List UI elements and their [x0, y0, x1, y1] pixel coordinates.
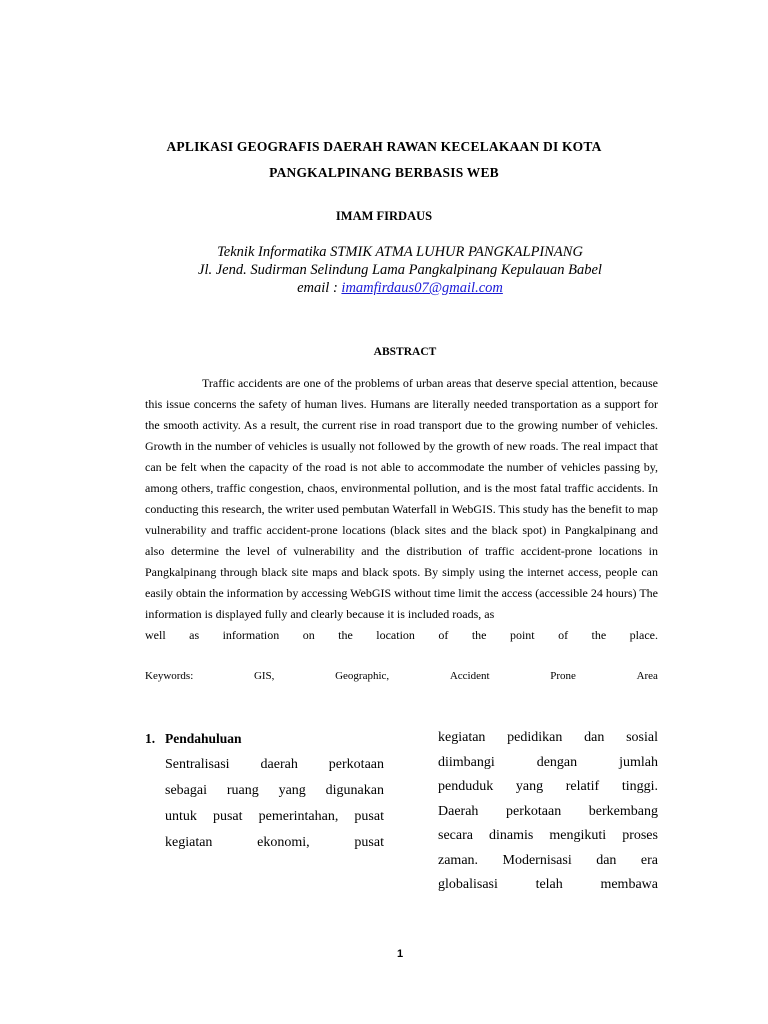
word: globalisasi	[438, 877, 498, 892]
word: Modernisasi	[502, 852, 572, 868]
affiliation-address: Jl. Jend. Sudirman Selindung Lama Pangkalpinang Kepulauan Babel	[198, 262, 602, 278]
word: membawa	[600, 877, 658, 892]
abstract-word: the	[471, 628, 487, 642]
paper-title-line-1: APLIKASI GEOGRAFIS DAERAH RAWAN KECELAKAAN DI KOTA	[166, 139, 602, 154]
word: berkembang	[588, 803, 658, 819]
abstract-heading: ABSTRACT	[373, 346, 437, 358]
word: era	[640, 852, 658, 868]
word: diimbangi	[438, 754, 495, 770]
affiliation-institution: Teknik Informatika STMIK ATMA LUHUR PANGKALPINANG	[217, 244, 583, 260]
word: proses	[622, 828, 658, 843]
email-label: email :	[297, 280, 342, 296]
keywords-line	[145, 670, 658, 682]
word: Sentralisasi	[165, 757, 230, 772]
word: dinamis	[489, 828, 534, 843]
word: pedidikan	[507, 730, 563, 745]
abstract-word: on	[302, 628, 315, 642]
abstract-word: information	[222, 628, 280, 642]
keyword: Accident	[449, 670, 490, 682]
text-line	[438, 726, 658, 751]
keyword: Area	[636, 670, 658, 682]
text-line	[438, 800, 658, 825]
word: pusat	[212, 809, 243, 824]
text-line	[165, 752, 384, 778]
abstract-word: as	[189, 628, 200, 642]
word: Daerah	[438, 803, 479, 819]
text-line	[165, 778, 384, 804]
text-line	[438, 873, 658, 898]
section-heading	[145, 731, 242, 747]
word: dan	[584, 730, 605, 745]
email-link[interactable]: imamfirdaus07@gmail.com	[341, 280, 503, 296]
word: digunakan	[325, 783, 384, 798]
text-line	[438, 775, 658, 800]
word: sebagai	[165, 783, 207, 798]
word: dengan	[536, 754, 578, 770]
word: pemerintahan,	[258, 809, 339, 824]
word: tinggi.	[621, 779, 658, 794]
affiliation-email-line	[0, 280, 768, 297]
word: yang	[515, 779, 544, 794]
word: relatif	[565, 779, 600, 794]
keyword: Keywords:	[145, 670, 194, 682]
abstract-word: the	[591, 628, 607, 642]
abstract-last-line	[145, 625, 658, 646]
abstract-word: of	[438, 628, 449, 642]
word: ruang	[226, 783, 259, 798]
abstract-word: point	[509, 628, 535, 642]
abstract-word: the	[338, 628, 353, 642]
word: sosial	[626, 730, 658, 745]
keyword: Geographic,	[335, 670, 390, 682]
abstract-body	[145, 373, 658, 646]
word: pusat	[354, 809, 384, 824]
text-line	[165, 804, 384, 830]
text-line	[438, 849, 658, 874]
text-line	[165, 830, 384, 856]
word: pusat	[354, 835, 384, 850]
word: penduduk	[438, 779, 494, 794]
left-column-text	[165, 752, 384, 856]
section-number: 1.	[145, 731, 156, 746]
abstract-word: well	[145, 628, 166, 642]
word: daerah	[260, 757, 298, 772]
word: perkotaan	[328, 757, 384, 772]
abstract-word: place.	[629, 628, 658, 642]
text-line	[438, 751, 658, 776]
word: perkotaan	[506, 803, 562, 819]
word: kegiatan	[165, 835, 213, 850]
text-line	[438, 824, 658, 849]
word: mengikuti	[549, 828, 607, 843]
word: zaman.	[438, 852, 479, 868]
word: telah	[535, 877, 563, 892]
word: ekonomi,	[257, 835, 310, 850]
section-title: Pendahuluan	[165, 731, 242, 746]
abstract-word: of	[558, 628, 569, 642]
abstract-word: location	[376, 628, 415, 642]
keyword: GIS,	[253, 670, 275, 682]
word: untuk	[165, 809, 197, 824]
word: kegiatan	[438, 730, 486, 745]
abstract-paragraph: Traffic accidents are one of the problems of urban areas that deserve special attention, because this issue concerns the safety of human lives. Humans are literally needed transportation as a support for the smooth activity. As a result, the current rise in road transport due to the growing number of vehicles. Growth in the number of vehicles is usually not followed by the growth of new roads. The real impact that can be felt when the capacity of the road is not able to accommodate the number of vehicles passing by, among others, traffic congestion, chaos, environmental pollution, and is the most fatal traffic accidents. In conducting this research, the writer used pembutan Waterfall in WebGIS. This study has the benefit to map vulnerability and traffic accident-prone locations (black sites and the black spot) in Pangkalpinang and also determine the level of vulnerability and the distribution of traffic accident-prone locations in Pangkalpinang through black site maps and black spots. By simply using the internet access, people can easily obtain the information by accessing WebGIS without time limit the access (accessible 24 hours) The information is displayed fully and clearly because it is included roads, as	[145, 376, 658, 621]
paper-title-line-2: PANGKALPINANG BERBASIS WEB	[269, 165, 499, 180]
page-number: 1	[396, 948, 404, 960]
right-column-text	[438, 726, 658, 898]
word: secara	[438, 828, 473, 843]
word: yang	[278, 783, 306, 798]
word: dan	[596, 852, 617, 868]
word: jumlah	[619, 754, 658, 770]
keyword: Prone	[550, 670, 576, 682]
author-name: IMAM FIRDAUS	[335, 209, 433, 223]
